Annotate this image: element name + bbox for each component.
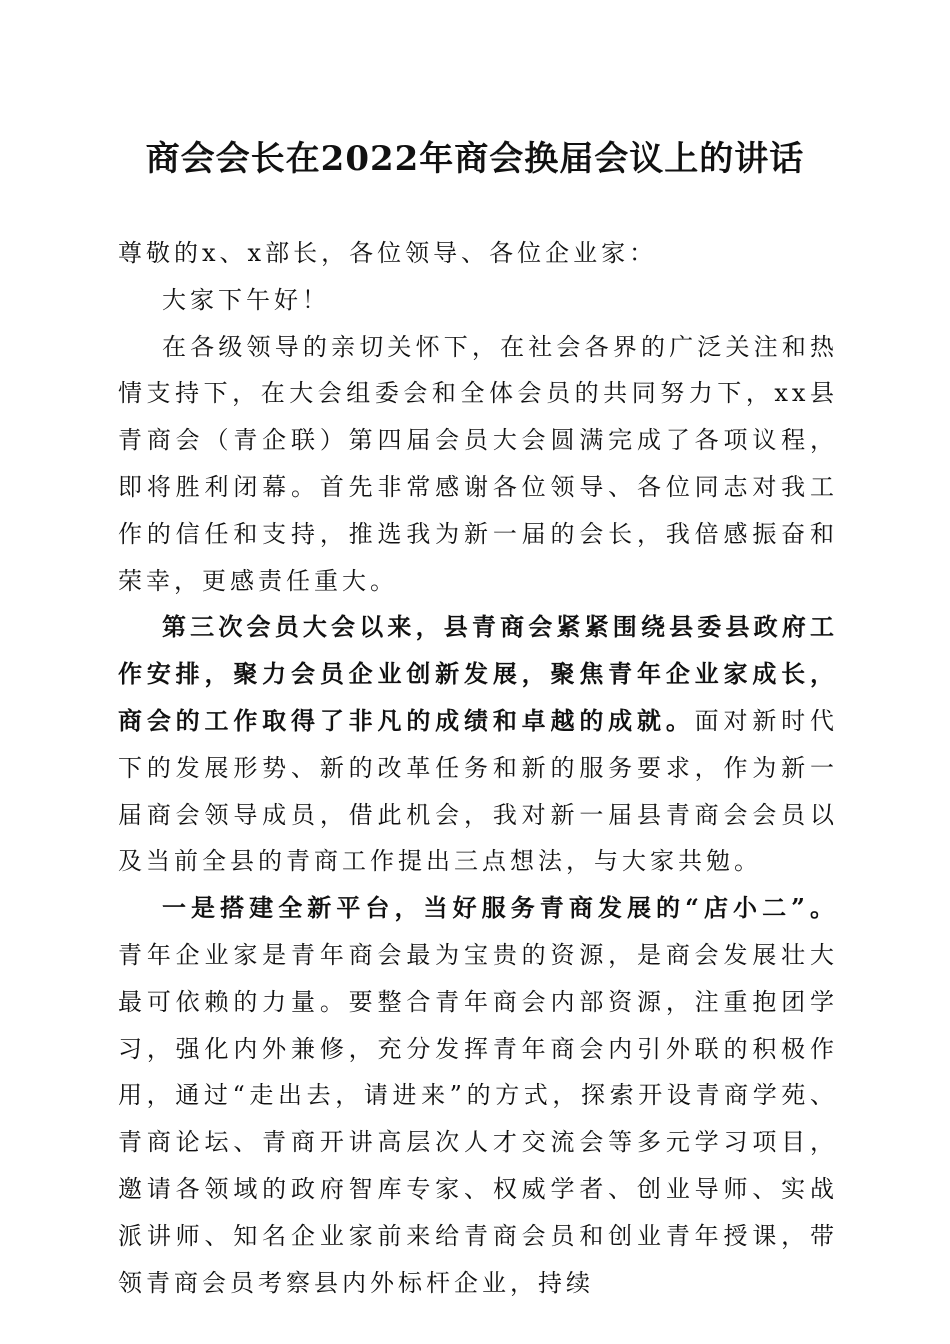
paragraph-2 [118,604,838,885]
salutation: 尊敬的x、x部长，各位领导、各位企业家： [118,239,658,267]
document-title: 商会会长在2022年商会换届会议上的讲话 [145,139,805,179]
paragraph-1: 在各级领导的亲切关怀下，在社会各界的广泛关注和热情支持下，在大会组委会和全体会员的共同努力下，xx县青商会（青企联）第四届会员大会圆满完成了各项议程，即将胜利闭幕。首先非常感谢各位领导、各位同志对我工作的信任和支持，推选我为新一届的会长，我倍感振奋和荣幸，更感责任重大。 [118,332,838,595]
paragraph-3 [118,885,838,1306]
paragraph-2-bold-text: 第三次会员大会以来，县青商会紧紧围绕县委县政府工作安排，聚力会员企业创新发展，聚焦青年企业家成长，商会的工作取得了非凡的成绩和卓越的成就。 [118,612,838,735]
paragraph-3-heading: 一是搭建全新平台，当好服务青商发展的“店小二”。 [162,893,838,923]
paragraph-3-text: 青年企业家是青年商会最为宝贵的资源，是商会发展壮大最可依赖的力量。要整合青年商会内部资源，注重抱团学习，强化内外兼修，充分发挥青年商会内引外联的积极作用，通过“走出去，请进来”的方式，探索开设青商学苑、青商论坛、青商开讲高层次人才交流会等多元学习项目，邀请各领域的政府智库专家、权威学者、创业导师、实战派讲师、知名企业家前来给青商会员和创业青年授课，带领青商会员考察县内外标杆企业，持续 [118,940,838,1297]
paragraph-2-text: 面对新时代下的发展形势、新的改革任务和新的服务要求，作为新一届商会领导成员，借此机会，我对新一届县青商会会员以及当前全县的青商工作提出三点想法，与大家共勉。 [118,706,839,876]
greeting: 大家下午好！ [162,285,330,314]
document-body [118,230,838,1306]
